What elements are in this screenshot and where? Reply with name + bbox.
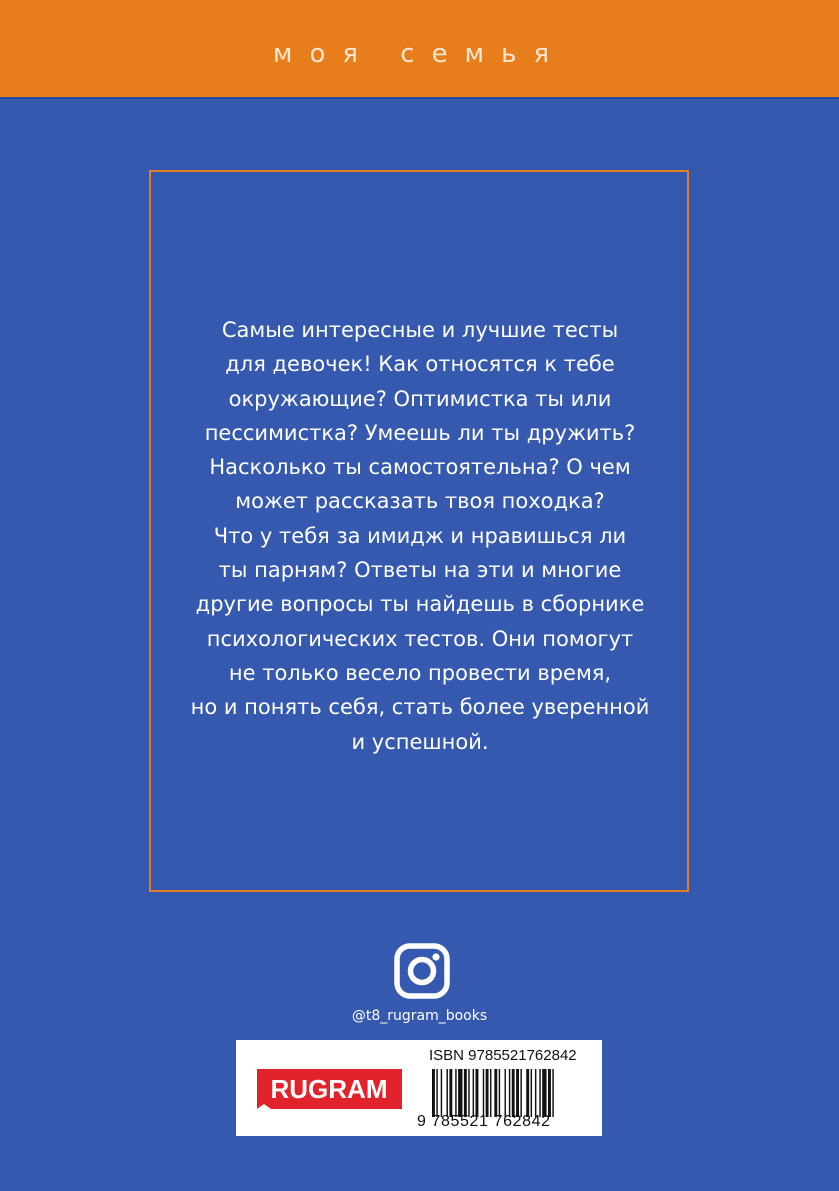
blurb-line: может рассказать твоя походка?	[235, 489, 605, 514]
barcode-bars	[432, 1069, 594, 1117]
instagram-icon[interactable]	[394, 943, 450, 999]
social-handle[interactable]: @t8_rugram_books	[351, 1008, 488, 1024]
blurb-line: психологических тестов. Они помогут	[206, 626, 634, 651]
isbn-label: ISBN 9785521762842	[429, 1047, 577, 1064]
ean-digits: 9 785521 762842	[417, 1113, 551, 1130]
header-band	[0, 0, 839, 99]
series-title: моя семья	[272, 39, 567, 69]
rugram-logo	[257, 1069, 402, 1109]
blurb-line: окружающие? Оптимистка ты или	[228, 386, 612, 411]
blurb-line: Насколько ты самостоятельна? О чем	[209, 455, 631, 480]
blurb-line: Что у тебя за имидж и нравишься ли	[213, 523, 627, 548]
blurb-line: но и понять себя, стать более уверенной	[190, 695, 650, 720]
barcode-panel	[236, 1040, 602, 1136]
blurb-line: для девочек! Как относятся к тебе	[225, 352, 615, 377]
blurb-line: другие вопросы ты найдешь в сборнике	[195, 592, 645, 617]
blurb-text	[162, 313, 678, 759]
blurb-line: Самые интересные и лучшие тесты	[221, 318, 619, 342]
blurb-line: не только весело провести время,	[228, 660, 612, 685]
blurb-line: ты парням? Ответы на эти и многие	[218, 558, 622, 583]
blurb-line: пессимистка? Умеешь ли ты дружить?	[204, 420, 636, 445]
logo-text: RUGRAM	[270, 1074, 388, 1104]
blurb-line: и успешной.	[351, 729, 489, 754]
